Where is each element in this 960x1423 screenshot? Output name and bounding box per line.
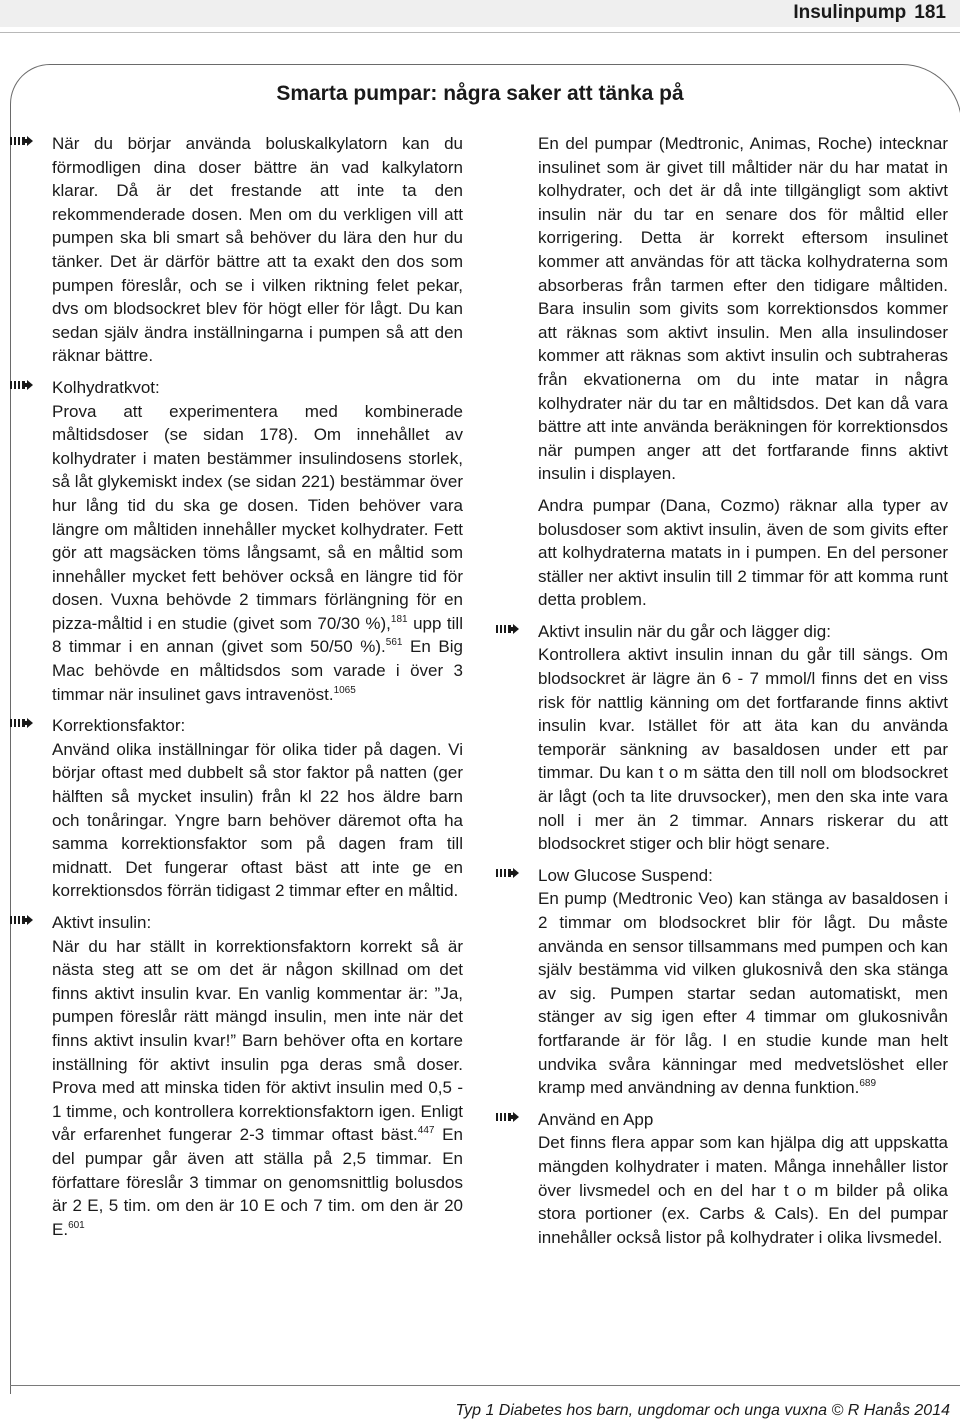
box-title: Smarta pumpar: några saker att tänka på xyxy=(276,82,684,105)
paragraph: Andra pumpar (Dana, Cozmo) räknar alla typer av bolusdoser som aktivt insulin, även de som givits efter att kolhydraterna matats in i pumpen. En del personer ställer ner aktivt insulin till 2 timmar för att komma runt detta problem. xyxy=(538,495,948,610)
tip-aktivt-insulin xyxy=(52,911,463,1241)
header-rule xyxy=(0,32,960,33)
reference: 561 xyxy=(385,637,403,649)
tip-body: En pump (Medtronic Veo) kan stänga av basaldosen i 2 timmar om blodsockret blir för lågt. Du måste använda en sensor tillsammans med pumpen och kan själv bestämma vid vilken glukosnivå den ska stänga av sig. Pumpen startar sedan automatiskt, men stänger av sig igen efter 4 timmar om glukosnivån fortfarande är för låg. I en studie kunde man helt undvika svåra känningar med medvetslöshet eller kramp med användning av denna funktion.$^{689}$ xyxy=(538,889,948,1098)
tip-low-glucose-suspend xyxy=(538,864,948,1100)
arrow-bullet-icon xyxy=(10,913,42,927)
tip-body: När du börjar använda boluskalkylatorn kan du förmodligen dina doser bättre än vad kalkylatorn klarar. Då är det frestande att inte ta den rekommenderade dosen. Men om du verkligen vill att pumpen ska bli smart så behöver du lära den hur du tänker. Det är därför bättre att ta exakt den dos som pumpen föreslår, och se i vilken riktning felet pekar, dvs om blodsockret blev för högt eller för lågt. Du kan sedan själv ändra inställningarna i pumpen så att den räknar bättre. xyxy=(52,134,463,366)
tip-heading: Kolhydratkvot: xyxy=(52,377,160,397)
footer-rule xyxy=(10,1385,960,1386)
tip-body: Prova att experimentera med kombinerade måltidsdoser (se sidan 178). Om innehållet av kolhydrater i maten bestämmer insulindosens storlek, så låt glykemiskt index (se sidan 221) bestämmar över hur lång tid du ska ge dosen. Tiden behöver vara längre om måltiden innehåller mycket kolhydrater. Fett gör att magsäcken töms långsamt, så en måltid som innehåller mycket fett behöver också en längre tid för dosen. Vuxna behövde 2 timmars förlängning för en pizza-måltid i en studie (givet som 70/30 %),$^{181}$ upp till 8 timmar i en annan (givet som 50/50 %).$^{561}$ En Big Mac behövde en måltidsdos som varade i över 3 timmar när insulinet gavs intravenöst.$^{1065}$ xyxy=(52,401,463,704)
tip-intro xyxy=(52,132,463,368)
tip-body: Använd olika inställningar för olika tider på dagen. Vi börjar oftast med dubbelt så stor faktor på natten (ger hälften så mycket insulin) från kl 22 hos äldre barn och tonåringar. Yngre barn behöver däremot ofta ha samma korrektionsfaktor som på dagen fram till midnatt. Det fungerar oftast bäst att inte ge en korrektionsdos förrän tidigast 2 timmar efter en måltid. xyxy=(52,739,463,901)
tip-body: Kontrollera aktivt insulin innan du går till sängs. Om blodsockret är lägre än 6 - 7 mmol/l finns det en viss risk för nattlig känning om det fortfarande finns aktivt insulin kvar. Istället för att äta kan du använda temporär sänkning av basaldosen under ett par timmar. Du kan t o m sätta den till noll om blodsockret är lågt (och ta lite druvsocker), men den ska inte vara noll i mer än 2 timmar. Annars riskerar du att blodsockret stiger och blir högt senare. xyxy=(538,645,948,854)
tip-kolhydratkvot xyxy=(52,376,463,706)
tip-body: När du har ställt in korrektionsfaktorn korrekt så är nästa steg att se om det är någon skillnad om det finns aktivt insulin kvar. En vanlig kommentar är: ”Ja, pumpen föreslår rätt mängd insulin, men inte när det finns aktivt insulin kvar!” Barn behöver ofta en kortare inställning för aktivt insulin pga deras små doser. Prova med att minska tiden för aktivt insulin med 0,5 - 1 timme, och kontrollera korrektionsfaktorn igen. Enligt vår erfarenhet fungerar 2-3 timmar oftast bäst.$^{447}$ En del pumpar går även att ställa på 2,5 timmar. En författare föreslår 3 timmar on genomsnittlig bolusdos är 2 E, 5 tim. om den är 10 E och 7 tim. om den är 20 E.$^{601}$ xyxy=(52,936,463,1239)
page-footer: Typ 1 Diabetes hos barn, ungdomar och unga vuxna © R Hanås 2014 xyxy=(455,1402,950,1419)
tip-heading: Korrektionsfaktor: xyxy=(52,716,186,736)
arrow-bullet-icon xyxy=(10,134,42,148)
page-header xyxy=(0,0,960,40)
arrow-bullet-icon xyxy=(496,1110,528,1124)
tip-heading: Använd en App xyxy=(538,1109,654,1129)
reference: 601 xyxy=(68,1219,85,1231)
tip-body: Det finns flera appar som kan hjälpa dig att uppskatta mängden kolhydrater i maten. Många innehåller listor över livsmedel och en del har t o m bilder på olika stora portioner (ex. Carbs & Cals). En del pumpar innehåller också listor på kolhydrater i olika livsmedel. xyxy=(538,1133,948,1247)
arrow-bullet-icon xyxy=(496,622,528,636)
page-number: 181 xyxy=(914,2,946,23)
tip-app xyxy=(538,1108,948,1250)
tip-heading: Low Glucose Suspend: xyxy=(538,865,713,885)
tip-heading: Aktivt insulin när du går och lägger dig: xyxy=(538,621,831,641)
right-column xyxy=(538,132,948,1257)
reference: 689 xyxy=(859,1078,877,1090)
running-head xyxy=(793,2,946,24)
left-column xyxy=(52,132,463,1249)
tip-heading: Aktivt insulin: xyxy=(52,913,152,932)
reference: 181 xyxy=(390,613,408,625)
reference: 447 xyxy=(417,1125,435,1137)
reference: 1065 xyxy=(333,684,356,696)
paragraph: En del pumpar (Medtronic, Animas, Roche) intecknar insulinet som är givet till måltider när du har matat in kolhydrater, och det är då inte tillgängligt som aktivt insulin när du tar en senare dos för måltid eller korrigering. Detta är korrekt eftersom insulinet kommer att användas för att täcka kolhydraterna som absorberas från tarmen efter den tidigare måltiden. Bara insulin som givits som korrektionsdos kommer att räknas som aktivt insulin. Men alla insulindoser kommer att räknas som aktivt insulin och subtraheras från ekvationerna om du inte matar in några kolhydrater när du tar en måltidsdos. Det kan då vara bättre att inte använda beräkningen för korrektionsdos när pumpen anger att det fortfarande finns aktivt insulin i displayen. xyxy=(538,134,948,484)
arrow-bullet-icon xyxy=(496,866,528,880)
arrow-bullet-icon xyxy=(10,716,42,730)
running-title: Insulinpump xyxy=(793,2,907,23)
arrow-bullet-icon xyxy=(10,378,42,392)
tip-aktivt-insulin-natt xyxy=(538,620,948,856)
tip-korrektionsfaktor xyxy=(52,714,463,903)
